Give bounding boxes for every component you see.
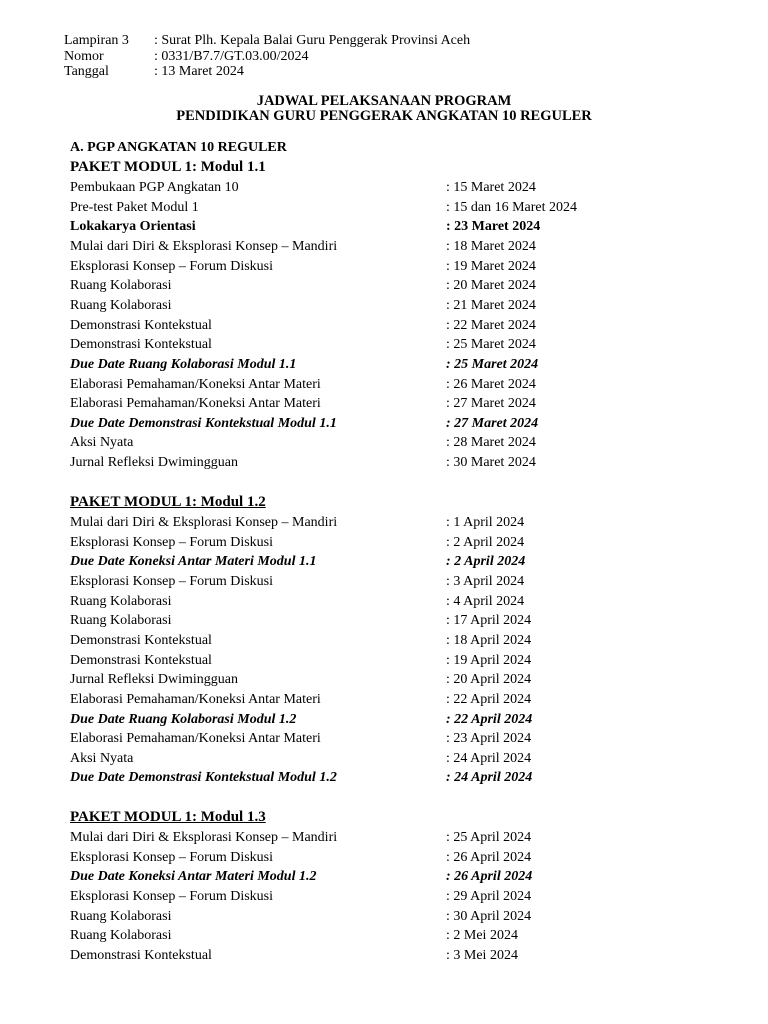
activity-date: : 19 Maret 2024 <box>446 258 536 274</box>
activity-date: : 15 dan 16 Maret 2024 <box>446 199 578 215</box>
activity-label: Elaborasi Pemahaman/Koneksi Antar Materi <box>70 376 321 392</box>
schedule-row-due-date <box>70 710 710 729</box>
activity-date: : 27 Maret 2024 <box>446 396 536 412</box>
schedule-row-due-date <box>70 552 710 571</box>
schedule-row <box>70 887 710 906</box>
schedule-row <box>70 237 710 256</box>
schedule-row <box>70 453 710 472</box>
activity-label: Due Date Koneksi Antar Materi Modul 1.1 <box>70 554 317 570</box>
schedule-row <box>70 217 710 236</box>
activity-label: Ruang Kolaborasi <box>70 928 172 944</box>
activity-date: : 3 Mei 2024 <box>446 947 518 963</box>
activity-date: : 26 April 2024 <box>446 869 533 885</box>
activity-label: Due Date Demonstrasi Kontekstual Modul 1.1 <box>70 415 337 431</box>
activity-label: Pembukaan PGP Angkatan 10 <box>70 180 239 195</box>
activity-label: Lokakarya Orientasi <box>70 219 196 235</box>
schedule-row <box>70 946 710 965</box>
schedule-row <box>70 375 710 394</box>
schedule-row <box>70 178 710 197</box>
activity-date: : 1 April 2024 <box>446 515 525 530</box>
activity-label: Demonstrasi Kontekstual <box>70 337 212 353</box>
schedule-row <box>70 611 710 630</box>
activity-label: Eksplorasi Konsep – Forum Diskusi <box>70 888 273 904</box>
activity-label: Elaborasi Pemahaman/Koneksi Antar Materi <box>70 731 321 747</box>
activity-label: Eksplorasi Konsep – Forum Diskusi <box>70 573 273 589</box>
schedule-row <box>70 335 710 354</box>
activity-label: Due Date Demonstrasi Kontekstual Modul 1.2 <box>70 770 337 786</box>
activity-date: : 24 April 2024 <box>446 750 532 766</box>
schedule-row <box>70 394 710 413</box>
activity-label: Due Date Ruang Kolaborasi Modul 1.1 <box>70 356 297 372</box>
activity-date: : 22 Maret 2024 <box>446 317 536 333</box>
document-title-line1: JADWAL PELAKSANAAN PROGRAM <box>256 93 512 109</box>
activity-date: : 23 April 2024 <box>446 731 532 747</box>
activity-label: Mulai dari Diri & Eksplorasi Konsep – Mandiri <box>70 830 338 845</box>
activity-date: : 26 April 2024 <box>446 849 532 865</box>
activity-label: Mulai dari Diri & Eksplorasi Konsep – Mandiri <box>70 238 338 254</box>
activity-date: : 19 April 2024 <box>446 652 532 668</box>
activity-label: Jurnal Refleksi Dwimingguan <box>70 455 238 471</box>
activity-label: Ruang Kolaborasi <box>70 297 172 313</box>
schedule-row <box>70 257 710 276</box>
schedule-row <box>70 690 710 709</box>
activity-label: Demonstrasi Kontekstual <box>70 317 212 333</box>
activity-label: Due Date Ruang Kolaborasi Modul 1.2 <box>70 711 297 727</box>
activity-date: : 23 Maret 2024 <box>446 219 541 235</box>
activity-label: Ruang Kolaborasi <box>70 908 172 924</box>
activity-date: : 18 Maret 2024 <box>446 238 536 254</box>
schedule-row <box>70 651 710 670</box>
schedule-row-due-date <box>70 414 710 433</box>
schedule-row <box>70 848 710 867</box>
section-heading-a: A. PGP ANGKATAN 10 REGULER <box>70 140 287 155</box>
activity-date: : 24 April 2024 <box>446 770 533 786</box>
activity-label: Elaborasi Pemahaman/Koneksi Antar Materi <box>70 396 321 412</box>
document-title-line2: PENDIDIKAN GURU PENGGERAK ANGKATAN 10 REGULER <box>176 108 592 124</box>
activity-label: Aksi Nyata <box>70 435 134 451</box>
activity-label: Jurnal Refleksi Dwimingguan <box>70 672 238 688</box>
activity-date: : 30 April 2024 <box>446 908 532 924</box>
activity-date: : 2 April 2024 <box>446 534 525 550</box>
activity-date: : 15 Maret 2024 <box>446 180 536 195</box>
meta-value: : Surat Plh. Kepala Balai Guru Penggerak Provinsi Aceh <box>154 33 471 48</box>
activity-label: Eksplorasi Konsep – Forum Diskusi <box>70 534 273 550</box>
activity-date: : 25 April 2024 <box>446 830 532 845</box>
activity-date: : 17 April 2024 <box>446 613 532 629</box>
activity-date: : 22 April 2024 <box>446 691 532 707</box>
activity-label: Ruang Kolaborasi <box>70 593 172 609</box>
activity-date: : 2 April 2024 <box>446 554 526 570</box>
activity-label: Eksplorasi Konsep – Forum Diskusi <box>70 849 273 865</box>
activity-label: Demonstrasi Kontekstual <box>70 947 212 963</box>
schedule-row <box>70 198 710 217</box>
schedule-row <box>70 296 710 315</box>
activity-date: : 27 Maret 2024 <box>446 415 539 431</box>
activity-label: Eksplorasi Konsep – Forum Diskusi <box>70 258 273 274</box>
paket-title: PAKET MODUL 1: Modul 1.1 <box>70 159 266 175</box>
schedule-row <box>70 729 710 748</box>
schedule-row <box>70 749 710 768</box>
activity-date: : 20 April 2024 <box>446 672 532 688</box>
meta-label: Tanggal <box>64 64 109 79</box>
schedule-row-due-date <box>70 768 710 787</box>
schedule-row <box>70 926 710 945</box>
activity-label: Demonstrasi Kontekstual <box>70 632 212 648</box>
activity-date: : 20 Maret 2024 <box>446 278 536 294</box>
schedule-row <box>70 592 710 611</box>
schedule-row <box>70 828 710 847</box>
meta-row-tanggal <box>64 64 470 80</box>
meta-value: : 13 Maret 2024 <box>154 64 244 79</box>
activity-label: Pre-test Paket Modul 1 <box>70 199 199 215</box>
activity-date: : 21 Maret 2024 <box>446 297 536 313</box>
schedule-row-due-date <box>70 867 710 886</box>
schedule-row <box>70 276 710 295</box>
schedule-row <box>70 572 710 591</box>
activity-label: Due Date Koneksi Antar Materi Modul 1.2 <box>70 869 317 885</box>
activity-date: : 4 April 2024 <box>446 593 525 609</box>
schedule-row <box>70 631 710 650</box>
schedule-row <box>70 513 710 532</box>
activity-date: : 29 April 2024 <box>446 888 532 904</box>
activity-label: Demonstrasi Kontekstual <box>70 652 212 668</box>
activity-label: Elaborasi Pemahaman/Koneksi Antar Materi <box>70 691 321 707</box>
activity-date: : 18 April 2024 <box>446 632 532 648</box>
activity-label: Mulai dari Diri & Eksplorasi Konsep – Mandiri <box>70 515 338 530</box>
activity-label: Aksi Nyata <box>70 750 134 766</box>
paket-title: PAKET MODUL 1: Modul 1.2 <box>70 494 266 510</box>
activity-date: : 30 Maret 2024 <box>446 455 536 471</box>
meta-row-nomor <box>64 49 470 65</box>
activity-date: : 2 Mei 2024 <box>446 928 518 944</box>
activity-date: : 22 April 2024 <box>446 711 533 727</box>
activity-label: Ruang Kolaborasi <box>70 613 172 629</box>
activity-label: Ruang Kolaborasi <box>70 278 172 294</box>
activity-date: : 28 Maret 2024 <box>446 435 536 451</box>
schedule-row-due-date <box>70 355 710 374</box>
activity-date: : 25 Maret 2024 <box>446 337 536 353</box>
activity-date: : 3 April 2024 <box>446 573 525 589</box>
paket-title: PAKET MODUL 1: Modul 1.3 <box>70 809 266 825</box>
meta-label: Lampiran 3 <box>64 33 129 48</box>
activity-date: : 26 Maret 2024 <box>446 376 536 392</box>
activity-date: : 25 Maret 2024 <box>446 356 539 372</box>
letter-meta <box>64 33 470 80</box>
meta-value: : 0331/B7.7/GT.03.00/2024 <box>154 48 309 64</box>
meta-label: Nomor <box>64 48 104 64</box>
schedule-row <box>70 907 710 926</box>
schedule-row <box>70 533 710 552</box>
schedule-row <box>70 670 710 689</box>
schedule-row <box>70 433 710 452</box>
meta-row-lampiran <box>64 33 470 49</box>
schedule-row <box>70 316 710 335</box>
